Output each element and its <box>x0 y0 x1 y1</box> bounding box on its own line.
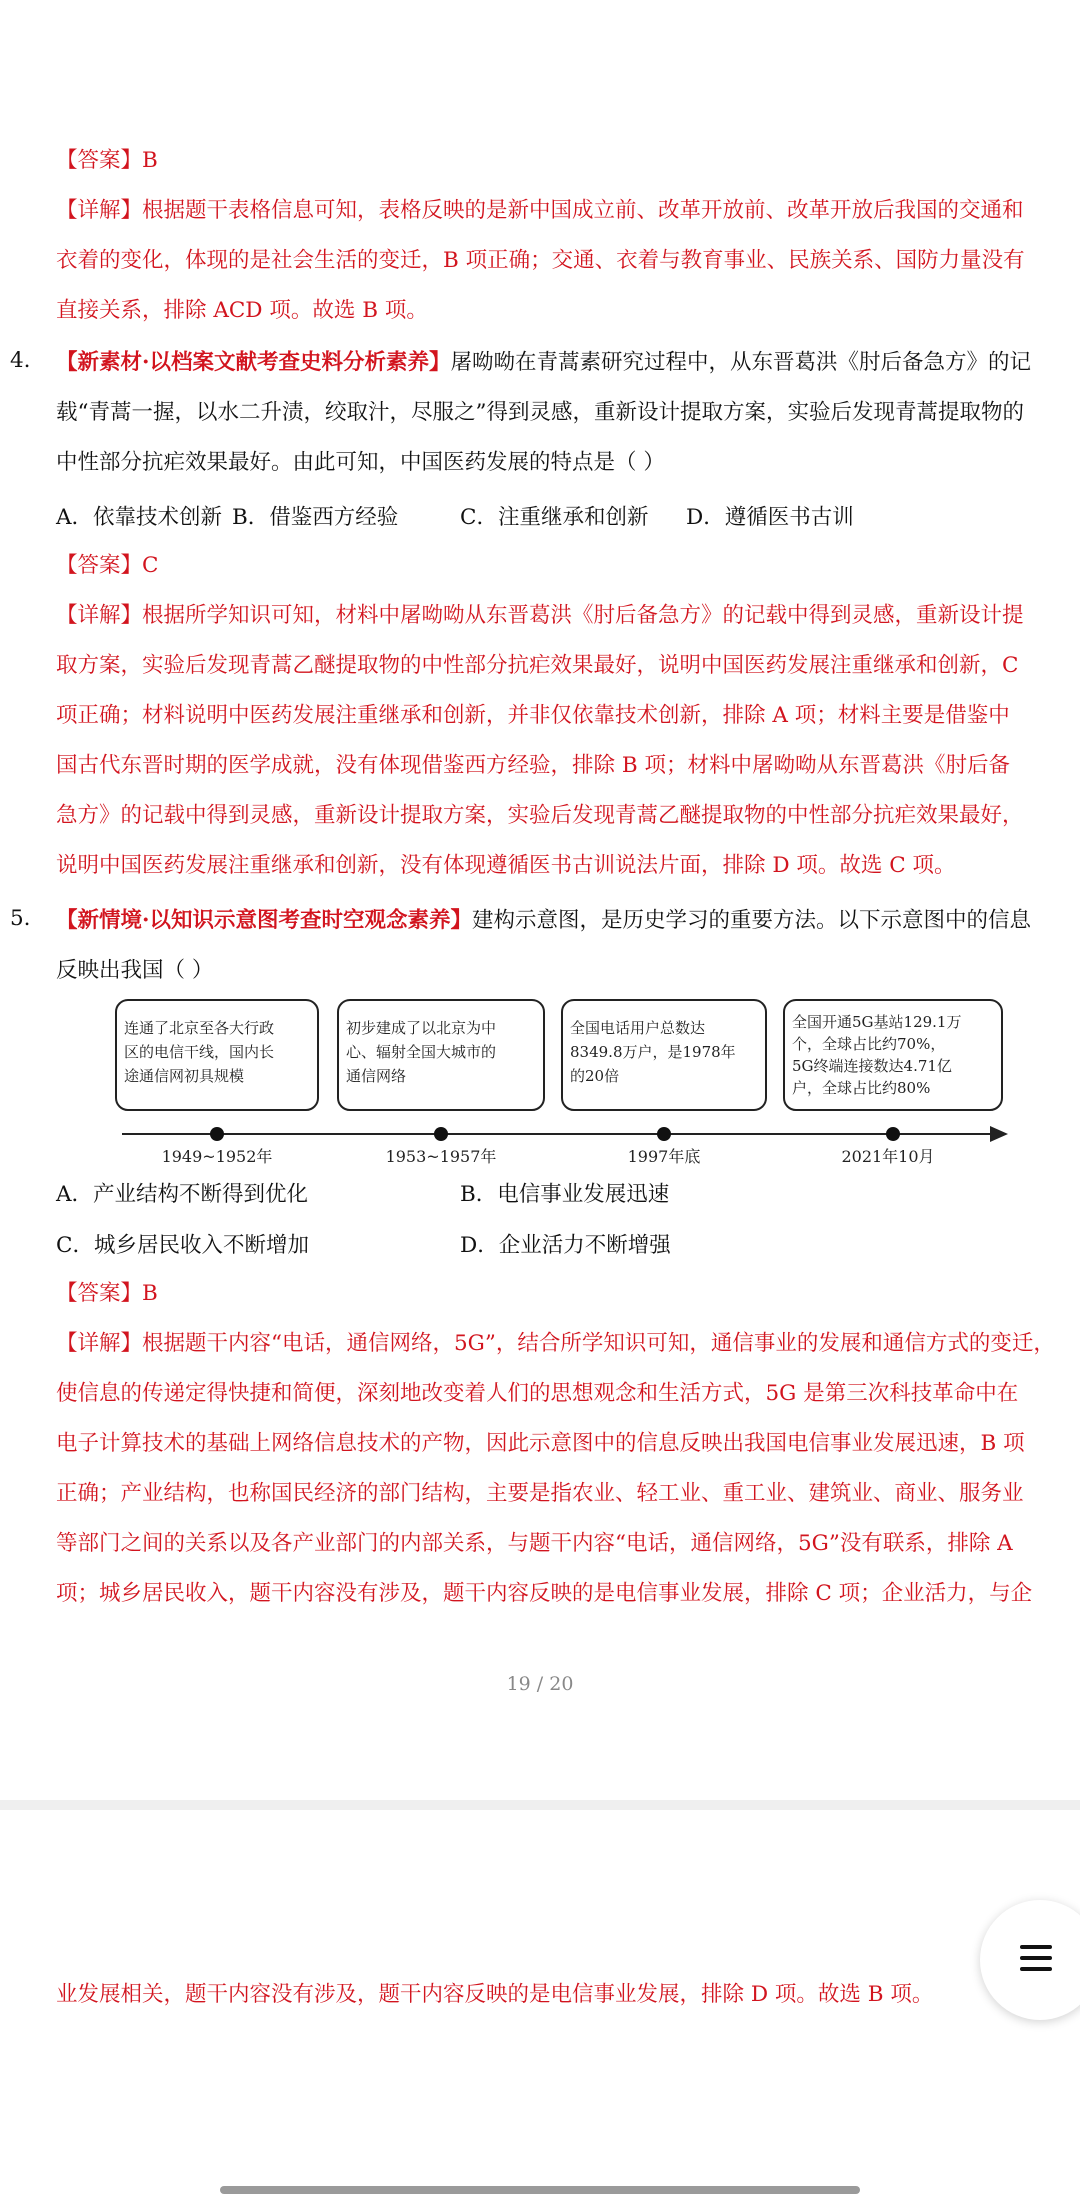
q4-stem-line: 中性部分抗疟效果最好。由此可知，中国医药发展的特点是（ ） <box>56 450 665 475</box>
page-number: 19 / 20 <box>506 1673 574 1695</box>
timeline-box-2-line: 心、辐射全国大城市的 <box>346 1043 497 1061</box>
timeline-box-4-line: 全国开通5G基站129.1万 <box>792 1013 962 1031</box>
timeline-date-2: 1953~1957年 <box>385 1147 497 1166</box>
q3-detail-line: 直接关系，排除 ACD 项。故选 B 项。 <box>56 298 428 323</box>
timeline-date-3: 1997年底 <box>627 1147 701 1166</box>
q5-detail-line: 使信息的传递定得快捷和简便，深刻地改变着人们的思想观念和生活方式，5G 是第三次科技革命中在 <box>56 1381 1019 1406</box>
timeline-date-4: 2021年10月 <box>841 1147 935 1166</box>
timeline-box-4-line: 个，全球占比约70%， <box>792 1035 946 1053</box>
page-separator <box>0 1800 1080 1810</box>
timeline-point-2 <box>434 1127 448 1141</box>
q4-option-c: C．注重继承和创新 <box>460 505 649 530</box>
q4-stem-first <box>56 348 1031 378</box>
q5-detail-line: 【详解】根据题干内容“电话，通信网络，5G”，结合所学知识可知，通信事业的发展和通信方式的变迁， <box>56 1331 1055 1356</box>
timeline-box-2-line: 通信网络 <box>346 1067 407 1085</box>
timeline-arrow <box>990 1126 1008 1142</box>
q4-detail-line: 【详解】根据所学知识可知，材料中屠呦呦从东晋葛洪《肘后备急方》的记载中得到灵感，重新设计提 <box>56 603 1024 628</box>
q4-detail-line: 项正确；材料说明中医药发展注重继承和创新，并非仅依靠技术创新，排除 A 项；材料主要是借鉴中 <box>56 703 1010 728</box>
q5-option-c: C．城乡居民收入不断增加 <box>56 1233 309 1258</box>
q3-answer: 【答案】B <box>56 148 158 173</box>
q5-option-d: D．企业活力不断增强 <box>460 1233 671 1258</box>
q5-detail-line: 项；城乡居民收入，题干内容没有涉及，题干内容反映的是电信事业发展，排除 C 项；企业活力，与企 <box>56 1581 1033 1606</box>
timeline-box-1-line: 区的电信干线，国内长 <box>124 1043 275 1061</box>
q4-detail-line: 国古代东晋时期的医学成就，没有体现借鉴西方经验，排除 B 项；材料中屠呦呦从东晋葛洪《肘后备 <box>56 753 1010 778</box>
q4-option-a: A．依靠技术创新 <box>56 505 223 530</box>
q4-tag: 【新素材·以档案文献考查史料分析素养】 <box>56 350 451 375</box>
q5-stem-first <box>56 906 1031 936</box>
q5-detail-line: 正确；产业结构，也称国民经济的部门结构，主要是指农业、轻工业、重工业、建筑业、商业、服务业 <box>56 1481 1024 1506</box>
q5-detail-line: 等部门之间的关系以及各产业部门的内部关系，与题干内容“电话，通信网络，5G”没有联系，排除 A <box>56 1531 1013 1556</box>
q5-detail-line: 电子计算技术的基础上网络信息技术的产物，因此示意图中的信息反映出我国电信事业发展迅速，B 项 <box>56 1431 1025 1456</box>
q5-number: 5. <box>10 906 31 931</box>
q5-stem-line: 反映出我国（ ） <box>56 958 214 983</box>
q5-option-a: A．产业结构不断得到优化 <box>56 1182 309 1207</box>
q4-detail-line: 急方》的记载中得到灵感，重新设计提取方案，实验后发现青蒿乙醚提取物的中性部分抗疟效果最好， <box>56 803 1024 828</box>
timeline-box-3-line: 8349.8万户，是1978年 <box>570 1043 736 1061</box>
timeline-point-4 <box>886 1127 900 1141</box>
timeline-point-1 <box>210 1127 224 1141</box>
home-indicator[interactable] <box>220 2186 860 2194</box>
q4-stem-line: 载“青蒿一握，以水二升渍，绞取汁，尽服之”得到灵感，重新设计提取方案，实验后发现青蒿提取物的 <box>56 400 1024 425</box>
q4-option-d: D．遵循医书古训 <box>686 505 854 530</box>
q5-tag: 【新情境·以知识示意图考查时空观念素养】 <box>56 908 472 933</box>
timeline-box-4-line: 户，全球占比约80% <box>792 1079 931 1097</box>
q4-number: 4. <box>10 348 31 373</box>
q5-stem-text: 建构示意图，是历史学习的重要方法。以下示意图中的信息 <box>472 908 1032 933</box>
q5-detail-continued: 业发展相关，题干内容没有涉及，题干内容反映的是电信事业发展，排除 D 项。故选 B 项。 <box>56 1982 934 2007</box>
q3-detail-line: 【详解】根据题干表格信息可知，表格反映的是新中国成立前、改革开放前、改革开放后我国的交通和 <box>56 198 1024 223</box>
q4-option-b: B．借鉴西方经验 <box>232 505 399 530</box>
q5-answer: 【答案】B <box>56 1281 158 1306</box>
q4-stem-text: 屠呦呦在青蒿素研究过程中，从东晋葛洪《肘后备急方》的记 <box>450 350 1032 375</box>
hamburger-menu-icon <box>1020 1945 1052 1949</box>
q4-answer: 【答案】C <box>56 553 159 578</box>
timeline-box-3-line: 全国电话用户总数达 <box>570 1019 706 1037</box>
q5-option-b: B．电信事业发展迅速 <box>460 1182 670 1207</box>
hamburger-menu-icon <box>1020 1956 1052 1960</box>
timeline-box-2-line: 初步建成了以北京为中 <box>346 1019 497 1037</box>
q4-detail-line: 取方案，实验后发现青蒿乙醚提取物的中性部分抗疟效果最好，说明中国医药发展注重继承和创新，C <box>56 653 1019 678</box>
hamburger-menu-icon <box>1020 1967 1052 1971</box>
next-page <box>0 1810 1080 2204</box>
timeline-point-3 <box>657 1127 671 1141</box>
timeline-box-1-line: 途通信网初具规模 <box>124 1067 245 1085</box>
timeline-diagram <box>0 995 1080 1195</box>
q3-detail-line: 衣着的变化，体现的是社会生活的变迁，B 项正确；交通、衣着与教育事业、民族关系、国防力量没有 <box>56 248 1025 273</box>
timeline-box-3-line: 的20倍 <box>570 1067 620 1085</box>
timeline-date-1: 1949~1952年 <box>161 1147 273 1166</box>
timeline-box-4-line: 5G终端连接数达4.71亿 <box>792 1057 952 1075</box>
timeline-box-1-line: 连通了北京至各大行政 <box>124 1019 275 1037</box>
q4-detail-line: 说明中国医药发展注重继承和创新，没有体现遵循医书古训说法片面，排除 D 项。故选 C 项。 <box>56 853 956 878</box>
